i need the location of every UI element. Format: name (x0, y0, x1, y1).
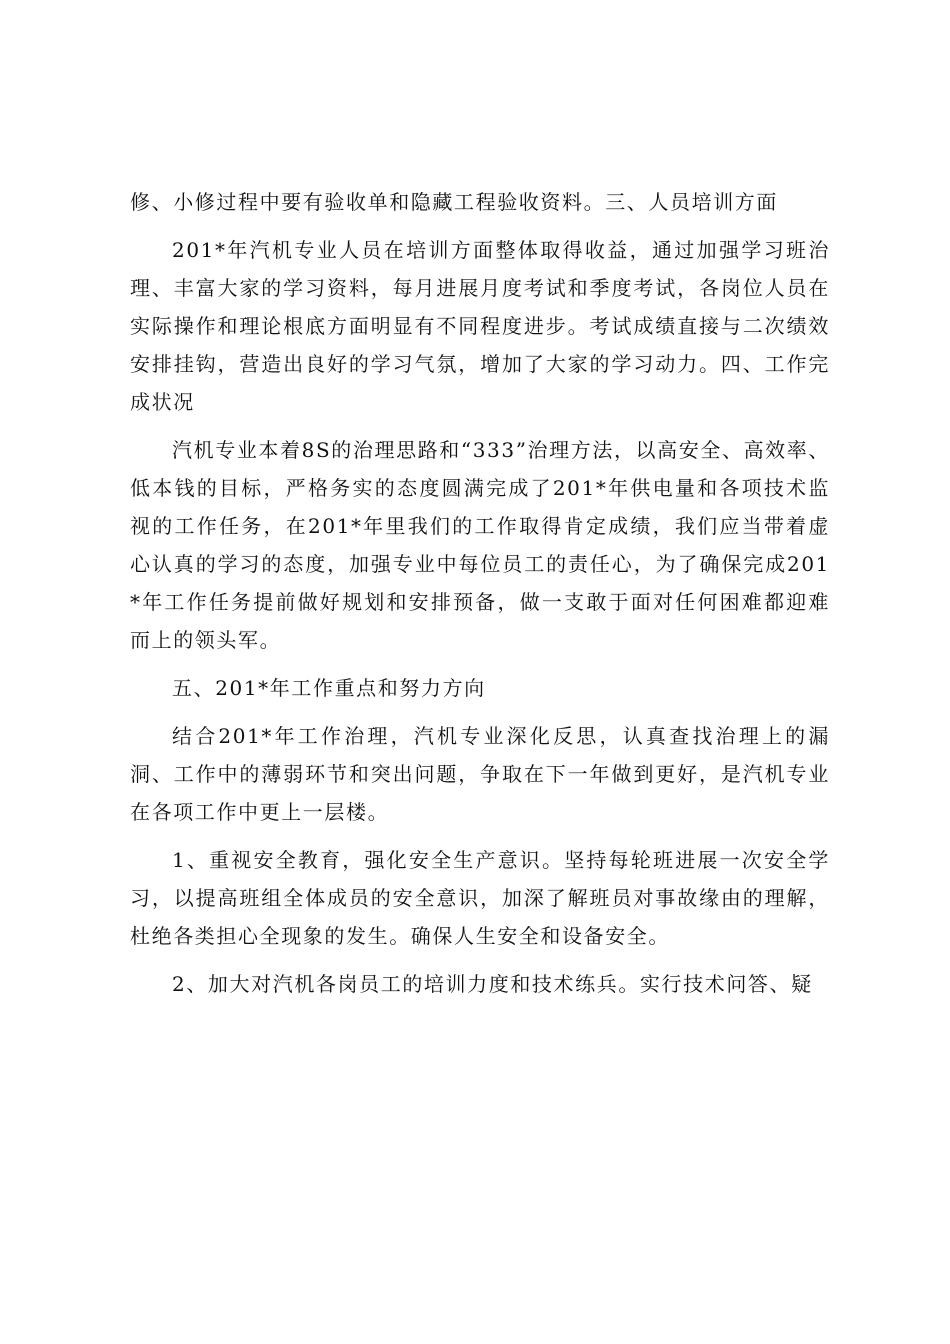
paragraph-1: 修、小修过程中要有验收单和隐藏工程验收资料。三、人员培训方面 (130, 190, 778, 214)
list-item-1: 1、重视安全教育，强化安全生产意识。坚持每轮班进展一次安全学习，以提高班组全体成员的安全意识，加深了解班员对事故缘由的理解，杜绝各类担心全现象的发生。确保人生安全和设备安全。 (130, 848, 830, 948)
paragraph-3: 汽机专业本着8S的治理思路和“333”治理方法，以高安全、高效率、低本钱的目标，严格务实的态度圆满完成了201*年供电量和各项技术监视的工作任务，在201*年里我们的工作取得肯定成绩，我们应当带着虚心认真的学习的态度，加强专业中每位员工的责任心，为了确保完成201*年工作任务提前做好规划和安排预备，做一支敢于面对任何困难都迎难而上的领头军。 (130, 438, 830, 652)
document-body (130, 183, 830, 1013)
section-heading-5: 五、201*年工作重点和努力方向 (172, 676, 486, 700)
list-item-2: 2、加大对汽机各岗员工的培训力度和技术练兵。实行技术问答、疑 (172, 972, 813, 996)
paragraph-4: 结合201*年工作治理，汽机专业深化反思，认真查找治理上的漏洞、工作中的薄弱环节和突出问题，争取在下一年做到更好，是汽机专业在各项工作中更上一层楼。 (130, 724, 830, 824)
paragraph-2: 201*年汽机专业人员在培训方面整体取得收益，通过加强学习班治理、丰富大家的学习资料，每月进展月度考试和季度考试，各岗位人员在实际操作和理论根底方面明显有不同程度进步。考试成绩直接与二次绩效安排挂钩，营造出良好的学习气氛，增加了大家的学习动力。四、工作完成状况 (130, 238, 830, 414)
